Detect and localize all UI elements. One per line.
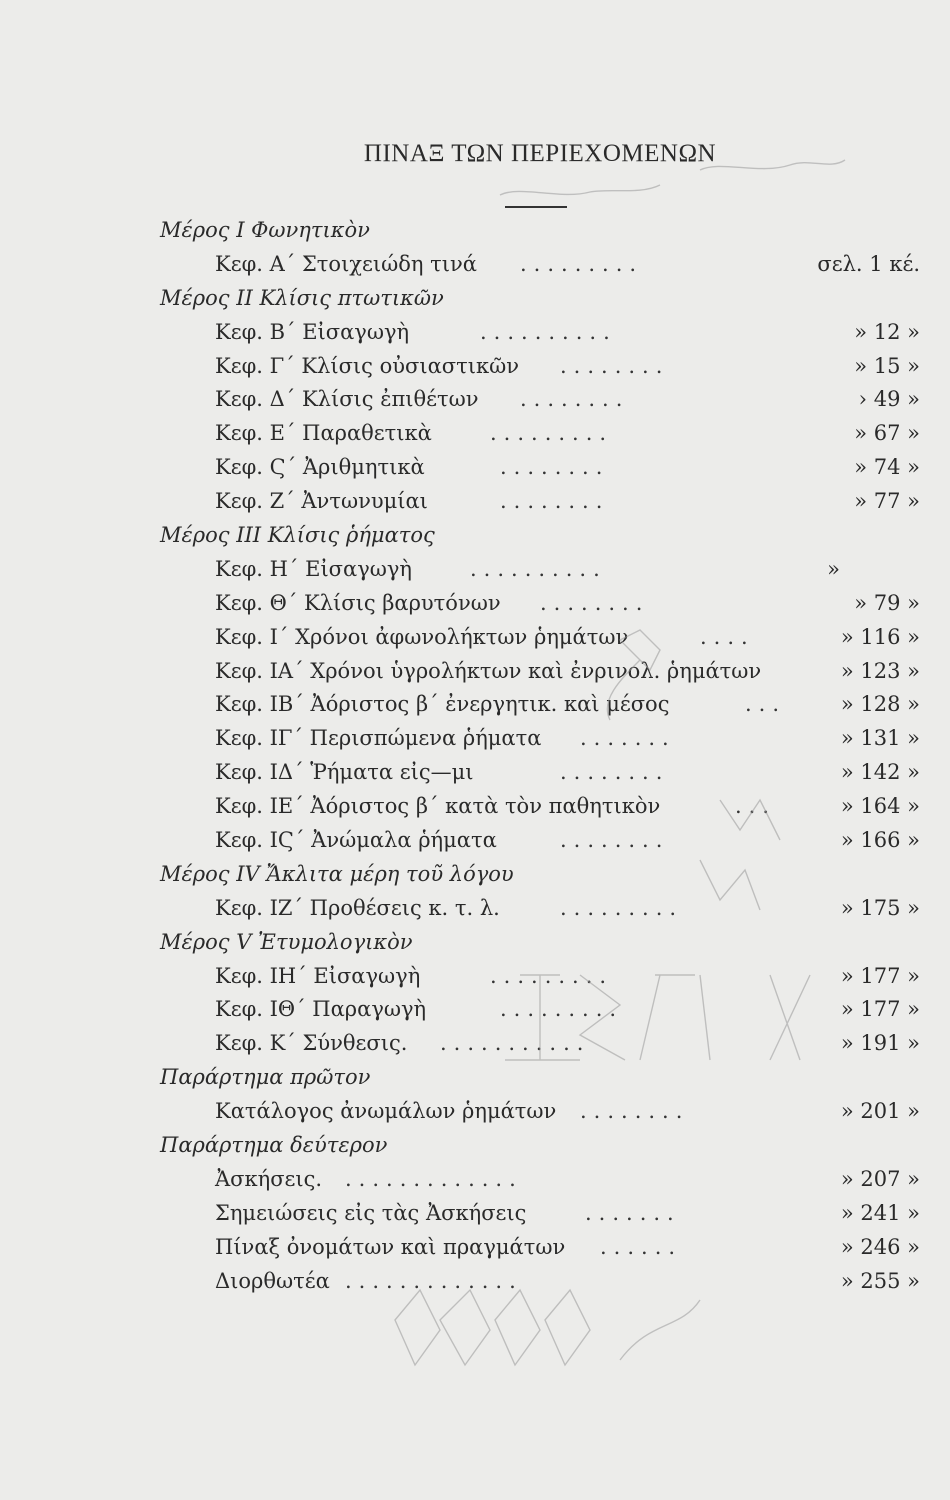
toc-entry-page: » 128 » bbox=[840, 692, 920, 717]
toc-entry-label: Κεφ. Α΄ Στοιχειώδη τινά bbox=[215, 251, 477, 276]
toc-entry-page: » 67 » bbox=[854, 421, 920, 446]
dot-leader: ........ bbox=[540, 590, 650, 615]
toc-entry-label: Πίναξ ὀνομάτων καὶ πραγμάτων bbox=[215, 1234, 566, 1259]
dot-leader: ............. bbox=[345, 1166, 523, 1191]
toc-entry bbox=[0, 587, 950, 621]
toc-entry-page: » 74 » bbox=[854, 455, 920, 480]
toc-entry-page: » 79 » bbox=[854, 590, 920, 615]
toc-entry-label: Κεφ. ΙΒ΄ Ἀόριστος β΄ ἐνεργητικ. καὶ μέσος bbox=[215, 692, 670, 717]
toc-entry-label: Κεφ. ΙΕ΄ Ἀόριστος β΄ κατὰ τὸν παθητικὸν bbox=[215, 794, 661, 819]
toc-entry-label: Κεφ. Δ΄ Κλίσις ἐπιθέτων bbox=[215, 387, 479, 412]
toc-entry bbox=[0, 316, 950, 350]
toc-entry-page: » 12 » bbox=[854, 319, 920, 344]
toc-entry-label: Ἀσκήσεις. bbox=[215, 1166, 323, 1191]
toc-entry bbox=[0, 824, 950, 858]
toc-entry bbox=[0, 1231, 950, 1265]
toc-entry-page: » 116 » bbox=[840, 624, 920, 649]
toc-entry-page: » 207 » bbox=[840, 1166, 920, 1191]
toc-entry bbox=[0, 621, 950, 655]
toc-entry bbox=[0, 553, 950, 587]
toc-entry-label: Κεφ. Ι΄ Χρόνοι ἀφωνολήκτων ῥημάτων bbox=[215, 624, 629, 649]
dot-leader: ....... bbox=[585, 1200, 681, 1225]
toc-entry-label: Κεφ. ΙΖ΄ Προθέσεις κ. τ. λ. bbox=[215, 895, 500, 920]
toc-entry-page: » 241 » bbox=[840, 1200, 920, 1225]
toc-entry-label: Κεφ. ΙΘ΄ Παραγωγὴ bbox=[215, 997, 427, 1022]
toc-entry-label: Κεφ. ΙΔ΄ Ῥήματα εἰς—μι bbox=[215, 760, 474, 785]
dot-leader: ........ bbox=[520, 387, 630, 412]
dot-leader: ......... bbox=[490, 963, 614, 988]
section-heading: Μέρος Ι Φωνητικὸν bbox=[160, 218, 370, 242]
page-title: ΠΙΝΑΞ ΤΩΝ ΠΕΡΙΕΧΟΜΕΝΩΝ bbox=[363, 140, 717, 167]
toc-entry bbox=[0, 1027, 950, 1061]
table-of-contents bbox=[0, 214, 950, 1299]
toc-entry bbox=[0, 350, 950, 384]
toc-entry bbox=[0, 756, 950, 790]
dot-leader: ........ bbox=[560, 828, 670, 853]
toc-entry bbox=[0, 1197, 950, 1231]
dot-leader: .......... bbox=[480, 319, 617, 344]
toc-entry-page: σελ. 1 κέ. bbox=[817, 251, 920, 276]
toc-entry-page: » 131 » bbox=[840, 726, 920, 751]
dot-leader: ......... bbox=[490, 421, 614, 446]
toc-entry bbox=[0, 1265, 950, 1299]
dot-leader: ........ bbox=[500, 455, 610, 480]
toc-entry bbox=[0, 1163, 950, 1197]
toc-entry-page: » 175 » bbox=[840, 895, 920, 920]
toc-entry-label: Κεφ. Γ΄ Κλίσις οὐσιαστικῶν bbox=[215, 353, 519, 378]
toc-entry bbox=[0, 790, 950, 824]
toc-entry-page: » 201 » bbox=[840, 1099, 920, 1124]
toc-entry-label: Κεφ. ΙϚ΄ Ἀνώμαλα ῥήματα bbox=[215, 828, 497, 853]
dot-leader: .... bbox=[700, 624, 755, 649]
toc-entry-page: » 123 » bbox=[840, 658, 920, 683]
toc-entry-page: » 191 » bbox=[840, 1031, 920, 1056]
section-heading: Μέρος V Ἐτυμολογικὸν bbox=[160, 929, 413, 954]
toc-entry bbox=[0, 960, 950, 994]
toc-entry-page: » 166 » bbox=[840, 828, 920, 853]
dot-leader: ............. bbox=[345, 1268, 523, 1293]
toc-entry-label: Κατάλογος ἀνωμάλων ῥημάτων bbox=[215, 1099, 557, 1124]
toc-entry bbox=[0, 451, 950, 485]
toc-entry bbox=[0, 417, 950, 451]
toc-entry-page: » bbox=[827, 556, 840, 581]
toc-entry bbox=[0, 892, 950, 926]
toc-entry bbox=[0, 688, 950, 722]
section-heading: Μέρος ΙΙΙ Κλίσις ῥήματος bbox=[160, 523, 435, 548]
toc-entry bbox=[0, 248, 950, 282]
dot-leader: ... bbox=[745, 692, 787, 717]
toc-entry-label: Κεφ. Η΄ Εἰσαγωγὴ bbox=[215, 556, 412, 581]
toc-entry-label: Κεφ. Θ΄ Κλίσις βαρυτόνων bbox=[215, 590, 501, 615]
dot-leader: ........ bbox=[500, 489, 610, 514]
toc-entry bbox=[0, 655, 950, 689]
toc-entry bbox=[0, 485, 950, 519]
dot-leader: ...... bbox=[600, 1234, 683, 1259]
toc-entry bbox=[0, 722, 950, 756]
dot-leader: ........... bbox=[440, 1031, 591, 1056]
section-heading: Παράρτημα δεύτερον bbox=[160, 1133, 388, 1158]
toc-entry-label: Σημειώσεις εἰς τὰς Ἀσκήσεις bbox=[215, 1200, 527, 1225]
section-heading: Παράρτημα πρῶτον bbox=[160, 1065, 371, 1090]
title-underline bbox=[505, 206, 567, 208]
toc-entry-label: Κεφ. Ζ΄ Ἀντωνυμίαι bbox=[215, 489, 428, 514]
toc-entry bbox=[0, 1095, 950, 1129]
toc-entry bbox=[0, 993, 950, 1027]
toc-entry-page: » 177 » bbox=[840, 963, 920, 988]
dot-leader: ........ bbox=[560, 353, 670, 378]
toc-entry-label: Κεφ. Κ΄ Σύνθεσις. bbox=[215, 1031, 408, 1056]
toc-entry-label: Κεφ. ΙΗ΄ Εἰσαγωγὴ bbox=[215, 963, 421, 988]
dot-leader: ........ bbox=[580, 1099, 690, 1124]
dot-leader: ......... bbox=[520, 251, 644, 276]
toc-entry-label: Κεφ. ΙΑ΄ Χρόνοι ὑγρολήκτων καὶ ἐνρινολ. ῥημάτων bbox=[215, 658, 762, 683]
toc-entry-label: Κεφ. ΙΓ΄ Περισπώμενα ῥήματα bbox=[215, 726, 542, 751]
dot-leader: .......... bbox=[470, 556, 607, 581]
toc-entry-label: Κεφ. Β΄ Εἰσαγωγὴ bbox=[215, 319, 410, 344]
toc-entry-page: » 164 » bbox=[840, 794, 920, 819]
toc-entry-page: » 177 » bbox=[840, 997, 920, 1022]
toc-entry-page: » 15 » bbox=[854, 353, 920, 378]
dot-leader: ......... bbox=[560, 895, 684, 920]
dot-leader: ....... bbox=[580, 726, 676, 751]
toc-entry-label: Κεφ. Ϛ΄ Ἀριθμητικὰ bbox=[215, 455, 425, 480]
section-heading: Μέρος ΙV Ἄκλιτα μέρη τοῦ λόγου bbox=[160, 861, 514, 886]
toc-entry-label: Κεφ. Ε΄ Παραθετικὰ bbox=[215, 421, 432, 446]
toc-entry-page: » 77 » bbox=[854, 489, 920, 514]
toc-entry-page: › 49 » bbox=[858, 387, 920, 412]
dot-leader: ... bbox=[735, 794, 777, 819]
toc-entry-page: » 246 » bbox=[840, 1234, 920, 1259]
dot-leader: ........ bbox=[560, 760, 670, 785]
toc-entry-label: Διορθωτέα bbox=[215, 1268, 330, 1293]
section-heading: Μέρος ΙΙ Κλίσις πτωτικῶν bbox=[160, 285, 444, 310]
dot-leader: ......... bbox=[500, 997, 624, 1022]
toc-entry-page: » 142 » bbox=[840, 760, 920, 785]
toc-entry bbox=[0, 383, 950, 417]
toc-entry-page: » 255 » bbox=[840, 1268, 920, 1293]
